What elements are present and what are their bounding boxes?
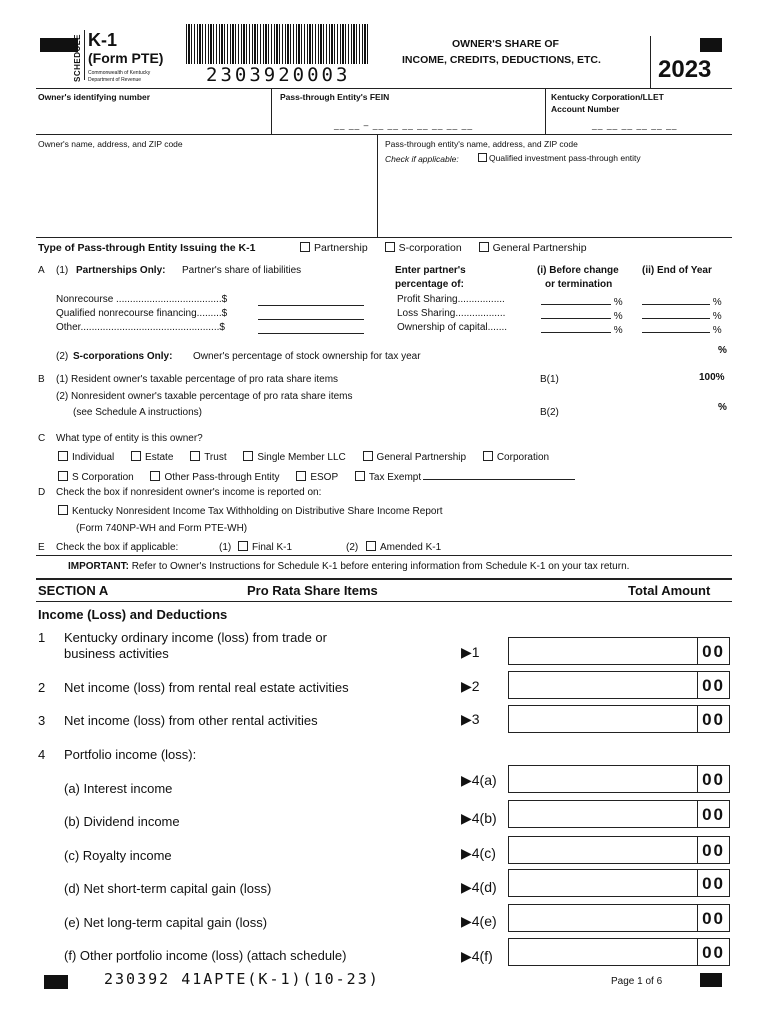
final-k1-checkbox[interactable] [238, 541, 248, 551]
income-heading: Income (Loss) and Deductions [38, 607, 228, 622]
fein-field[interactable]: __ __ – __ __ __ __ __ __ __ [334, 120, 474, 130]
pct-symbol: % [613, 297, 623, 308]
line-4-number: 4 [38, 747, 46, 762]
other-liabilities-field[interactable] [258, 322, 364, 334]
agency-line-1: Commonwealth of Kentucky [88, 70, 151, 76]
line-3-number: 3 [38, 713, 46, 728]
account-label-1: Kentucky Corporation/LLET [551, 92, 664, 102]
line-4f-label: (f) Other portfolio income (loss) (attach schedule) [64, 948, 347, 963]
final-k1-number: (1) [219, 542, 232, 553]
trust-label: Trust [204, 452, 227, 463]
profit-end-field[interactable] [642, 294, 722, 308]
withholding-label: Kentucky Nonresident Income Tax Withholding on Distributive Share Income Report [72, 506, 443, 517]
entity-type-label: Type of Pass-through Entity Issuing the K-1 [38, 242, 256, 254]
owner-type-corporation[interactable] [483, 451, 549, 463]
b2-pct[interactable]: % [718, 402, 727, 413]
owner-type-single-member-llc[interactable] [243, 451, 345, 463]
line-3-cents: 00 [702, 710, 725, 729]
profit-before-field[interactable] [541, 294, 623, 308]
ownership-before-field[interactable] [541, 322, 623, 336]
owner-id-field[interactable] [36, 104, 270, 134]
line-4b-ref: ▶4(b) [461, 810, 497, 826]
account-number-field[interactable]: __ __ __ __ __ __ [592, 120, 678, 130]
estate-checkbox[interactable] [131, 451, 141, 461]
partners-share-label: Partner's share of liabilities [182, 265, 302, 276]
s-corporation-label: S-corporation [398, 242, 462, 254]
registration-mark-bottom-right [700, 973, 722, 987]
line-2-number: 2 [38, 680, 46, 695]
line-1-label-1: Kentucky ordinary income (loss) from trade or [64, 630, 327, 645]
agency-line-2: Department of Revenue [88, 77, 142, 83]
pct-symbol: % [712, 297, 722, 308]
id-row-top-rule [36, 88, 732, 89]
line-1-cents: 00 [702, 642, 725, 661]
address-row-divider [377, 134, 378, 238]
owner-type-row-2 [58, 469, 589, 483]
tax-exempt-checkbox[interactable] [355, 471, 365, 481]
address-row-bottom-rule [36, 237, 732, 238]
qualified-nonrecourse-field[interactable] [258, 308, 364, 320]
amended-k1-number: (2) [346, 542, 359, 553]
owner-address-field[interactable] [36, 152, 376, 236]
line-4e-cents: 00 [702, 909, 725, 928]
withholding-forms-label: (Form 740NP-WH and Form PTE-WH) [76, 523, 248, 534]
id-row-divider-2 [545, 88, 546, 134]
item-b-letter: B [38, 374, 45, 385]
form-footer-code: 230392 41APTE(K-1)(10-23) [104, 970, 380, 988]
loss-sharing-label: Loss Sharing.................. [397, 308, 506, 319]
owner-address-label: Owner's name, address, and ZIP code [38, 139, 183, 149]
schedule-vertical-label: SCHEDULE [73, 33, 82, 82]
owner-type-estate[interactable] [131, 451, 173, 463]
form-variant: (Form PTE) [88, 50, 164, 66]
address-row-top-rule [36, 134, 732, 135]
line-2-ref: ▶2 [461, 678, 480, 694]
withholding-option[interactable] [58, 505, 443, 517]
line-4f-cents: 00 [702, 943, 725, 962]
owner-type-row-1 [58, 451, 563, 463]
qualified-investment-checkbox[interactable] [478, 153, 487, 162]
trust-checkbox[interactable] [190, 451, 200, 461]
line-4d-ref: ▶4(d) [461, 879, 497, 895]
barcode-number: 2303920003 [206, 64, 351, 86]
amended-k1-checkbox[interactable] [366, 541, 376, 551]
b2-label-2: (see Schedule A instructions) [73, 407, 202, 418]
item-e-letter: E [38, 542, 45, 553]
owner-type-other-pte[interactable] [150, 471, 279, 483]
line-1-number: 1 [38, 630, 46, 645]
registration-mark-top-right [700, 38, 722, 52]
estate-label: Estate [145, 452, 174, 463]
item-e-question: Check the box if applicable: [56, 542, 179, 553]
line-4a-cents: 00 [702, 770, 725, 789]
owner-type-esop[interactable] [296, 471, 338, 483]
stock-ownership-label: Owner's percentage of stock ownership for tax year [193, 351, 421, 362]
owner-s-corporation-checkbox[interactable] [58, 471, 68, 481]
qualified-nonrecourse-label: Qualified nonrecourse financing.........$ [56, 308, 228, 319]
fein-label: Pass-through Entity's FEIN [280, 92, 390, 102]
owner-type-general-partnership[interactable] [363, 451, 467, 463]
ownership-end-field[interactable] [642, 322, 722, 336]
entity-address-field[interactable] [380, 168, 730, 236]
enter-percentage-label-1: Enter partner's [395, 265, 466, 276]
owner-type-trust[interactable] [190, 451, 226, 463]
registration-mark-bottom-left [44, 975, 68, 989]
owner-type-s-corporation[interactable] [58, 471, 134, 483]
pct-symbol: % [613, 325, 623, 336]
owner-type-tax-exempt[interactable] [355, 469, 575, 483]
item-d-question: Check the box if nonresident owner's income is reported on: [56, 487, 322, 498]
tax-exempt-label: Tax Exempt [368, 472, 422, 483]
line-4b-cents: 00 [702, 805, 725, 824]
tax-year: 2023 [658, 56, 712, 83]
line-1-amount[interactable] [508, 637, 730, 665]
entity-type-general-partnership[interactable] [479, 242, 587, 254]
entity-type-s-corporation[interactable] [385, 242, 462, 254]
loss-end-field[interactable] [642, 308, 722, 322]
line-4c-amount[interactable] [508, 836, 730, 864]
line-4c-cents: 00 [702, 841, 725, 860]
section-a-title: Pro Rata Share Items [247, 583, 378, 598]
tax-exempt-field[interactable] [423, 469, 575, 480]
line-4b-amount[interactable] [508, 800, 730, 828]
corporation-checkbox[interactable] [483, 451, 493, 461]
important-text: Refer to Owner's Instructions for Schedule K-1 before entering information from Schedule K-1 on your tax return. [131, 561, 630, 572]
final-k1-option[interactable] [238, 541, 292, 553]
before-change-header-1: (i) Before change [537, 265, 619, 276]
item-a1-number: (1) [56, 265, 69, 276]
item-c-question: What type of entity is this owner? [56, 433, 203, 444]
end-of-year-header: (ii) End of Year [642, 265, 712, 276]
line-1-label-2: business activities [64, 646, 169, 661]
section-header-top-rule [36, 578, 732, 580]
line-4a-ref: ▶4(a) [461, 772, 497, 788]
final-k1-label: Final K-1 [252, 542, 293, 553]
entity-address-label: Pass-through entity's name, address, and ZIP code [385, 139, 578, 149]
pct-symbol: % [712, 325, 722, 336]
qualified-investment-option[interactable] [478, 153, 641, 163]
line-4d-label: (d) Net short-term capital gain (loss) [64, 881, 272, 896]
b1-ref: B(1) [540, 374, 559, 385]
individual-checkbox[interactable] [58, 451, 68, 461]
general-partnership-label: General Partnership [492, 242, 587, 254]
esop-label: ESOP [310, 472, 339, 483]
header-divider [84, 30, 85, 80]
pct-symbol: % [712, 311, 722, 322]
partnership-checkbox[interactable] [300, 242, 310, 252]
line-4e-ref: ▶4(e) [461, 913, 497, 929]
owner-general-partnership-label: General Partnership [376, 452, 467, 463]
page-number: Page 1 of 6 [611, 976, 663, 987]
line-1-ref: ▶1 [461, 644, 480, 660]
partnerships-only-label: Partnerships Only: [76, 265, 166, 276]
enter-percentage-label-2: percentage of: [395, 279, 464, 290]
item-a-letter: A [38, 265, 45, 276]
line-4c-label: (c) Royalty income [64, 848, 172, 863]
other-pte-checkbox[interactable] [150, 471, 160, 481]
line-2-amount[interactable] [508, 671, 730, 699]
amended-k1-label: Amended K-1 [380, 542, 442, 553]
entity-type-partnership[interactable] [300, 242, 368, 254]
owner-general-partnership-checkbox[interactable] [363, 451, 373, 461]
s-corporations-only-label: S-corporations Only: [73, 351, 173, 362]
line-4e-amount[interactable] [508, 904, 730, 932]
owner-id-label: Owner's identifying number [38, 92, 151, 102]
line-2-label: Net income (loss) from rental real estate activities [64, 680, 349, 695]
check-if-applicable: Check if applicable: [385, 154, 459, 164]
nonrecourse-field[interactable] [258, 294, 364, 306]
loss-before-field[interactable] [541, 308, 623, 322]
nonrecourse-label: Nonrecourse ......................................$ [56, 294, 228, 305]
item-c-letter: C [38, 433, 46, 444]
form-code: K-1 [88, 30, 118, 50]
s-corporation-checkbox[interactable] [385, 242, 395, 252]
account-label-2: Account Number [551, 104, 620, 114]
line-3-label: Net income (loss) from other rental activities [64, 713, 318, 728]
b2-ref: B(2) [540, 407, 559, 418]
single-member-llc-label: Single Member LLC [257, 452, 346, 463]
line-4d-amount[interactable] [508, 869, 730, 897]
b2-label-1: (2) Nonresident owner's taxable percentage of pro rata share items [56, 391, 353, 402]
corporation-label: Corporation [496, 452, 550, 463]
barcode [186, 24, 370, 64]
esop-checkbox[interactable] [296, 471, 306, 481]
id-row-divider-1 [271, 88, 272, 134]
partnership-label: Partnership [314, 242, 368, 254]
line-4a-label: (a) Interest income [64, 781, 173, 796]
b1-value[interactable]: 100% [699, 372, 725, 383]
line-4f-amount[interactable] [508, 938, 730, 966]
line-3-amount[interactable] [508, 705, 730, 733]
b1-label: (1) Resident owner's taxable percentage of pro rata share items [56, 374, 339, 385]
line-4f-ref: ▶4(f) [461, 948, 493, 964]
other-pte-label: Other Pass-through Entity [164, 472, 280, 483]
important-top-rule [36, 555, 732, 556]
form-title-line-1: OWNER'S SHARE OF [452, 38, 559, 50]
line-4c-ref: ▶4(c) [461, 845, 496, 861]
owner-s-corporation-label: S Corporation [72, 472, 134, 483]
line-4-label: Portfolio income (loss): [64, 747, 197, 762]
important-notice [68, 561, 629, 572]
section-header-bottom-rule [36, 601, 732, 602]
line-4a-amount[interactable] [508, 765, 730, 793]
single-member-llc-checkbox[interactable] [243, 451, 253, 461]
form-title-line-2: INCOME, CREDITS, DEDUCTIONS, ETC. [402, 54, 601, 66]
line-4b-label: (b) Dividend income [64, 814, 180, 829]
withholding-checkbox[interactable] [58, 505, 68, 515]
line-4e-label: (e) Net long-term capital gain (loss) [64, 915, 268, 930]
stock-ownership-pct[interactable]: % [718, 345, 727, 356]
year-divider [650, 36, 651, 88]
individual-label: Individual [72, 452, 115, 463]
before-change-header-2: or termination [545, 279, 613, 290]
important-label: IMPORTANT: [68, 561, 129, 572]
ownership-capital-label: Ownership of capital....... [397, 322, 508, 333]
owner-type-individual[interactable] [58, 451, 114, 463]
line-1-label [64, 630, 327, 662]
section-a-label: SECTION A [38, 583, 109, 598]
pct-symbol: % [613, 311, 623, 322]
profit-sharing-label: Profit Sharing................. [397, 294, 505, 305]
line-3-ref: ▶3 [461, 711, 480, 727]
line-2-cents: 00 [702, 676, 725, 695]
amended-k1-option[interactable] [366, 541, 441, 553]
general-partnership-checkbox[interactable] [479, 242, 489, 252]
item-d-letter: D [38, 487, 46, 498]
other-liabilities-label: Other..................................................$ [56, 322, 225, 333]
qualified-investment-label: Qualified investment pass-through entity [489, 153, 641, 163]
total-amount-header: Total Amount [628, 583, 711, 598]
entity-type-options [300, 242, 601, 254]
line-4d-cents: 00 [702, 874, 725, 893]
item-a2-number: (2) [56, 351, 69, 362]
